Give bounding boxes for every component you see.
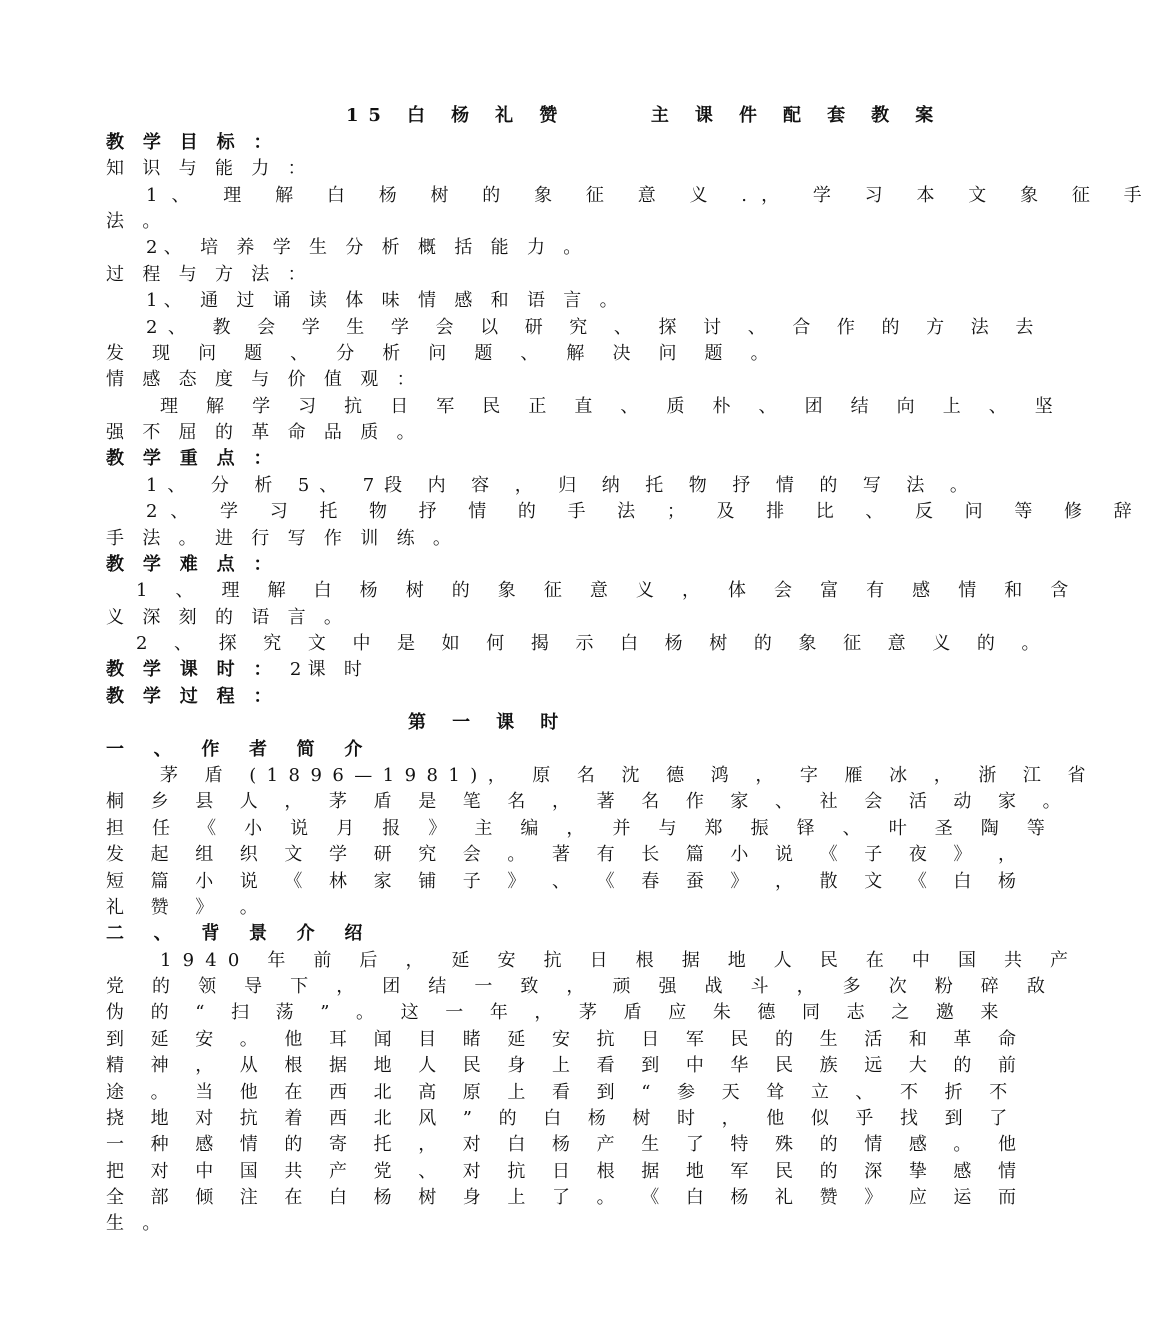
process-item-2: 2、 教 会 学 生 学 会 以 研 究 、 探 讨 、 合 作 的 方 法 去	[146, 317, 1044, 338]
background-line: 挠 地 对 抗 着 西 北 风 ” 的 白 杨 树 时 ， 他 似 乎 找 到 了	[106, 1108, 1018, 1129]
background-line: 伪 的 “ 扫 荡 ” 。 这 一 年 ， 茅 盾 应 朱 德 同 志 之 邀 来	[106, 1002, 1009, 1023]
author-heading: 一 、 作 者 简 介	[106, 739, 375, 760]
background-line: 途 。 当 他 在 西 北 高 原 上 看 到 “ 参 天 耸 立 、 不 折 不	[106, 1082, 1018, 1103]
emotion-text-cont: 强 不 屈 的 革 命 品 质 。	[106, 422, 421, 443]
background-line: 精 神 ， 从 根 据 地 人 民 身 上 看 到 中 华 民 族 远 大 的 前	[106, 1055, 1027, 1076]
background-line: 一 种 感 情 的 寄 托 ， 对 白 杨 产 生 了 特 殊 的 情 感 。 他	[106, 1134, 1027, 1155]
emotion-text: 理 解 学 习 抗 日 军 民 正 直 、 质 朴 、 团 结 向 上 、 坚	[160, 396, 1064, 417]
author-line: 桐 乡 县 人 ， 茅 盾 是 笔 名 ， 著 名 作 家 、 社 会 活 动 家 。	[106, 791, 1072, 812]
background-line: 到 延 安 。 他 耳 闻 目 睹 延 安 抗 日 军 民 的 生 活 和 革 命	[106, 1029, 1027, 1050]
process-item-2-cont: 发 现 问 题 、 分 析 问 题 、 解 决 问 题 。	[106, 343, 780, 364]
knowledge-item-1: 1、 理 解 白 杨 树 的 象 征 意 义 .， 学 习 本 文 象 征 手	[146, 185, 1156, 206]
background-heading: 二 、 背 景 介 绍	[106, 923, 375, 944]
author-line: 茅 盾 (1896—1981)， 原 名 沈 德 鸿 ， 字 雁 冰 ， 浙 江 省	[160, 765, 1096, 786]
hours-line	[106, 657, 368, 683]
author-line: 发 起 组 织 文 学 研 究 会 。 著 有 长 篇 小 说 《 子 夜 》 ，	[106, 844, 1027, 865]
key-point-1: 1、 分 析 5、 7段 内 容 ， 归 纳 托 物 抒 情 的 写 法 。	[146, 475, 978, 496]
process-method-heading: 过 程 与 方 法 ：	[106, 264, 312, 285]
hours-value: 2课 时	[289, 659, 369, 680]
emotion-heading: 情 感 态 度 与 价 值 观 ：	[106, 369, 421, 390]
difficulty-1-cont: 义 深 刻 的 语 言 。	[106, 607, 349, 628]
process-item-1: 1、 通 过 诵 读 体 味 情 感 和 语 言 。	[146, 290, 624, 311]
difficulties-heading: 教 学 难 点 ：	[106, 554, 278, 575]
background-line: 把 对 中 国 共 产 党 、 对 抗 日 根 据 地 军 民 的 深 挚 感 情	[106, 1161, 1027, 1182]
key-point-2-cont: 手 法 。 进 行 写 作 训 练 。	[106, 528, 458, 549]
author-line: 担 任 《 小 说 月 报 》 主 编 ， 并 与 郑 振 铎 、 叶 圣 陶 等	[106, 818, 1056, 839]
document-title: 15 白 杨 礼 赞 主 课 件 配 套 教 案	[346, 105, 944, 126]
knowledge-heading: 知 识 与 能 力 ：	[106, 158, 312, 179]
difficulty-1: 1 、 理 解 白 杨 树 的 象 征 意 义 ， 体 会 富 有 感 情 和 含	[136, 580, 1080, 601]
knowledge-item-1-cont: 法 。	[106, 211, 167, 232]
background-line: 全 部 倾 注 在 白 杨 树 身 上 了 。 《 白 杨 礼 赞 》 应 运 而	[106, 1187, 1027, 1208]
key-points-heading: 教 学 重 点 ：	[106, 448, 278, 469]
lesson-one-heading: 第 一 课 时	[408, 712, 569, 733]
key-point-2: 2、 学 习 托 物 抒 情 的 手 法 ； 及 排 比 、 反 问 等 修 辞	[146, 501, 1145, 522]
knowledge-item-2: 2、 培 养 学 生 分 析 概 括 能 力 。	[146, 237, 588, 258]
background-line: 党 的 领 导 下 ， 团 结 一 致 ， 顽 强 战 斗 ， 多 次 粉 碎 敌	[106, 976, 1056, 997]
hours-heading: 教 学 课 时 ：	[106, 659, 278, 680]
process-heading: 教 学 过 程 ：	[106, 686, 278, 707]
author-line: 礼 赞 》 。	[106, 897, 269, 918]
difficulty-2: 2 、 探 究 文 中 是 如 何 揭 示 白 杨 树 的 象 征 意 义 的 。	[136, 633, 1050, 654]
background-line: 生 。	[106, 1213, 167, 1234]
background-line: 1940 年 前 后 ， 延 安 抗 日 根 据 地 人 民 在 中 国 共 产	[160, 950, 1080, 971]
objectives-heading: 教 学 目 标 ：	[106, 132, 278, 153]
author-line: 短 篇 小 说 《 林 家 铺 子 》 、 《 春 蚕 》 ， 散 文 《 白 杨	[106, 871, 1027, 892]
